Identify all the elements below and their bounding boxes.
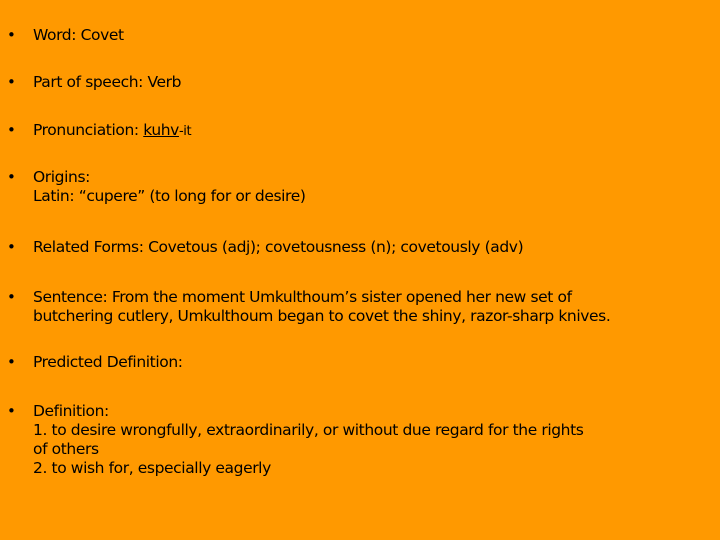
pronunciation-line bbox=[33, 121, 718, 141]
list-item-definition bbox=[6, 402, 718, 478]
bullet-icon: • bbox=[7, 238, 16, 256]
bullet-icon: • bbox=[7, 121, 16, 139]
origins-text bbox=[33, 168, 718, 206]
definition-line-3: 2. to wish for, especially eagerly bbox=[33, 459, 271, 477]
bullet-icon: • bbox=[7, 73, 16, 91]
list-item-sentence bbox=[6, 288, 718, 326]
pronunciation-text bbox=[33, 121, 718, 141]
part-of-speech-text bbox=[33, 73, 718, 92]
definition-label: Definition: bbox=[33, 402, 109, 420]
list-item-predicted-definition bbox=[6, 353, 718, 372]
bullet-icon: • bbox=[7, 26, 16, 44]
definition-line-2: of others bbox=[33, 440, 99, 458]
list-item-origins bbox=[6, 168, 718, 206]
related-forms-line: Related Forms: Covetous (adj); covetousness (n); covetously (adv) bbox=[33, 238, 524, 256]
list-item-pronunciation bbox=[6, 121, 718, 141]
sentence-line-1: Sentence: From the moment Umkulthoum’s sister opened her new set of bbox=[33, 288, 572, 306]
predicted-definition-text bbox=[33, 353, 718, 372]
origins-label: Origins: bbox=[33, 168, 90, 186]
definition-text bbox=[33, 402, 718, 478]
sentence-line-2: butchering cutlery, Umkulthoum began to covet the shiny, razor-sharp knives. bbox=[33, 307, 611, 325]
bullet-icon: • bbox=[7, 288, 16, 306]
sentence-text bbox=[33, 288, 718, 326]
definition-line-1: 1. to desire wrongfully, extraordinarily, or without due regard for the rights bbox=[33, 421, 584, 439]
pronunciation-label: Pronunciation: bbox=[33, 121, 144, 139]
origins-detail: Latin: “cupere” (to long for or desire) bbox=[33, 187, 306, 205]
related-forms-text bbox=[33, 238, 718, 257]
list-item-related-forms bbox=[6, 238, 718, 257]
list-item-part-of-speech bbox=[6, 73, 718, 92]
word-line: Word: Covet bbox=[33, 26, 124, 44]
bullet-icon: • bbox=[7, 402, 16, 420]
bullet-icon: • bbox=[7, 168, 16, 186]
part-of-speech-line: Part of speech: Verb bbox=[33, 73, 182, 91]
list-item-word bbox=[6, 26, 718, 45]
pronunciation-stressed-syllable: kuhv bbox=[143, 121, 179, 139]
bullet-icon: • bbox=[7, 353, 16, 371]
word-text bbox=[33, 26, 718, 45]
predicted-definition-line: Predicted Definition: bbox=[33, 353, 183, 371]
pronunciation-unstressed-syllable: -it bbox=[178, 124, 192, 139]
